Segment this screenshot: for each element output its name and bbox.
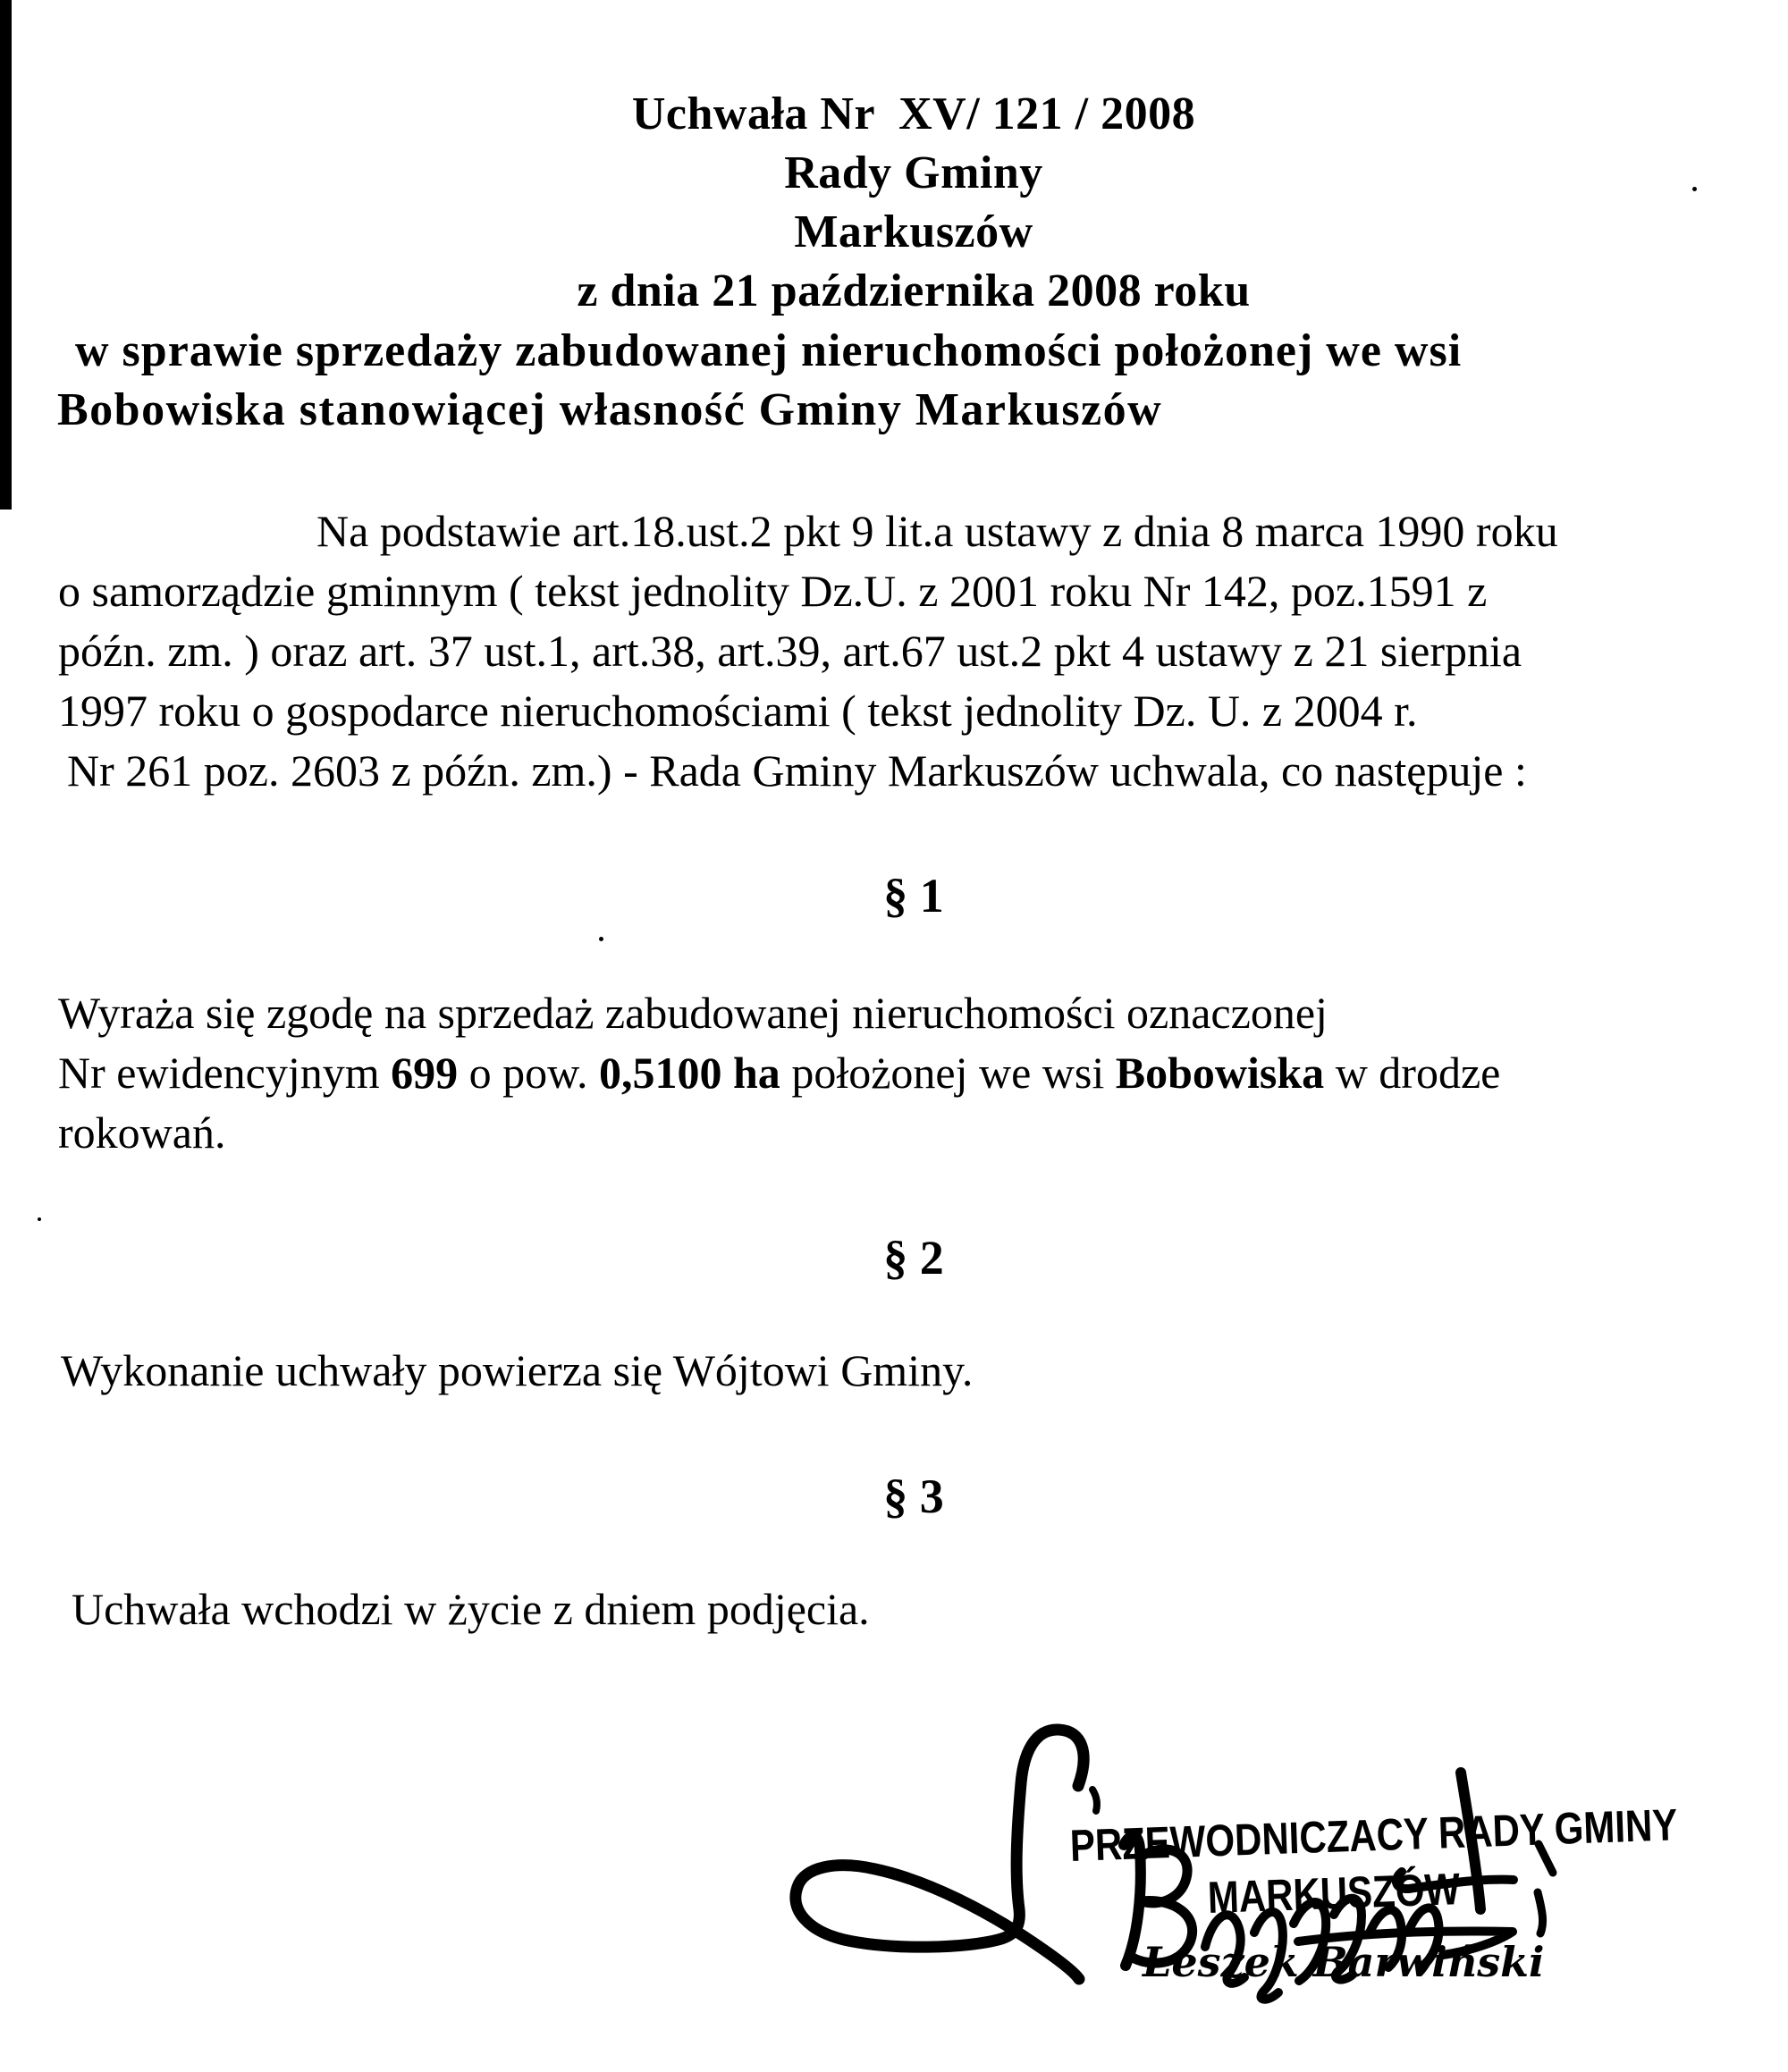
section1-line2 xyxy=(58,1048,1501,1098)
doc-subject-line1: w sprawie sprzedaży zabudowanej nieruchomości położonej we wsi xyxy=(75,325,1463,376)
section1-line2-text: położonej we wsi xyxy=(780,1048,1116,1098)
scan-speck xyxy=(38,1217,41,1221)
parcel-number: 699 xyxy=(391,1048,459,1098)
doc-title-number: Uchwała Nr XV/ 121 / 2008 xyxy=(631,88,1196,139)
preamble-line4: 1997 roku o gospodarce nieruchomościami ( tekst jednolity Dz. U. z 2004 r. xyxy=(58,686,1418,736)
section2-line1: Wykonanie uchwały powierza się Wójtowi Gminy. xyxy=(61,1345,974,1395)
section1-line2-text: o pow. xyxy=(458,1048,599,1098)
section1-heading: § 1 xyxy=(883,869,944,922)
section3-line1: Uchwała wchodzi w życie z dniem podjęcia. xyxy=(72,1584,870,1634)
stamp-title: PRZEWODNICZACY RADY GMINY xyxy=(1068,1799,1679,1871)
village-name: Bobowiska xyxy=(1115,1048,1325,1098)
preamble-line1: Na podstawie art.18.ust.2 pkt 9 lit.a ustawy z dnia 8 marca 1990 roku xyxy=(316,506,1558,556)
doc-title-date: z dnia 21 października 2008 roku xyxy=(577,265,1251,316)
section1-line2-text: Nr ewidencyjnym xyxy=(58,1048,392,1098)
section1-line1: Wyraża się zgodę na sprzedaż zabudowanej nieruchomości oznaczonej xyxy=(58,988,1328,1038)
section3-heading: § 3 xyxy=(883,1470,944,1523)
parcel-area: 0,5100 ha xyxy=(599,1048,780,1098)
section1-line3: rokowań. xyxy=(58,1108,226,1158)
stamp-place: MARKUSZÓW xyxy=(1206,1864,1461,1923)
section2-heading: § 2 xyxy=(883,1231,944,1284)
preamble-line5: Nr 261 poz. 2603 z późn. zm.) - Rada Gminy Markuszów uchwala, co następuje : xyxy=(67,745,1527,796)
doc-title-place: Markuszów xyxy=(794,206,1033,257)
section1-line2-text: w drodze xyxy=(1324,1048,1501,1098)
scan-speck xyxy=(599,937,603,941)
preamble-line3: późn. zm. ) oraz art. 37 ust.1, art.38, art.39, art.67 ust.2 pkt 4 ustawy z 21 sierpnia xyxy=(58,626,1522,676)
preamble-line2: o samorządzie gminnym ( tekst jednolity Dz.U. z 2001 roku Nr 142, poz.1591 z xyxy=(58,566,1488,616)
doc-title-council: Rady Gminy xyxy=(784,147,1043,198)
doc-subject-line2: Bobowiska stanowiącej własność Gminy Markuszów xyxy=(57,384,1163,435)
signer-name: Leszek Barwiński xyxy=(1143,1938,1545,1986)
